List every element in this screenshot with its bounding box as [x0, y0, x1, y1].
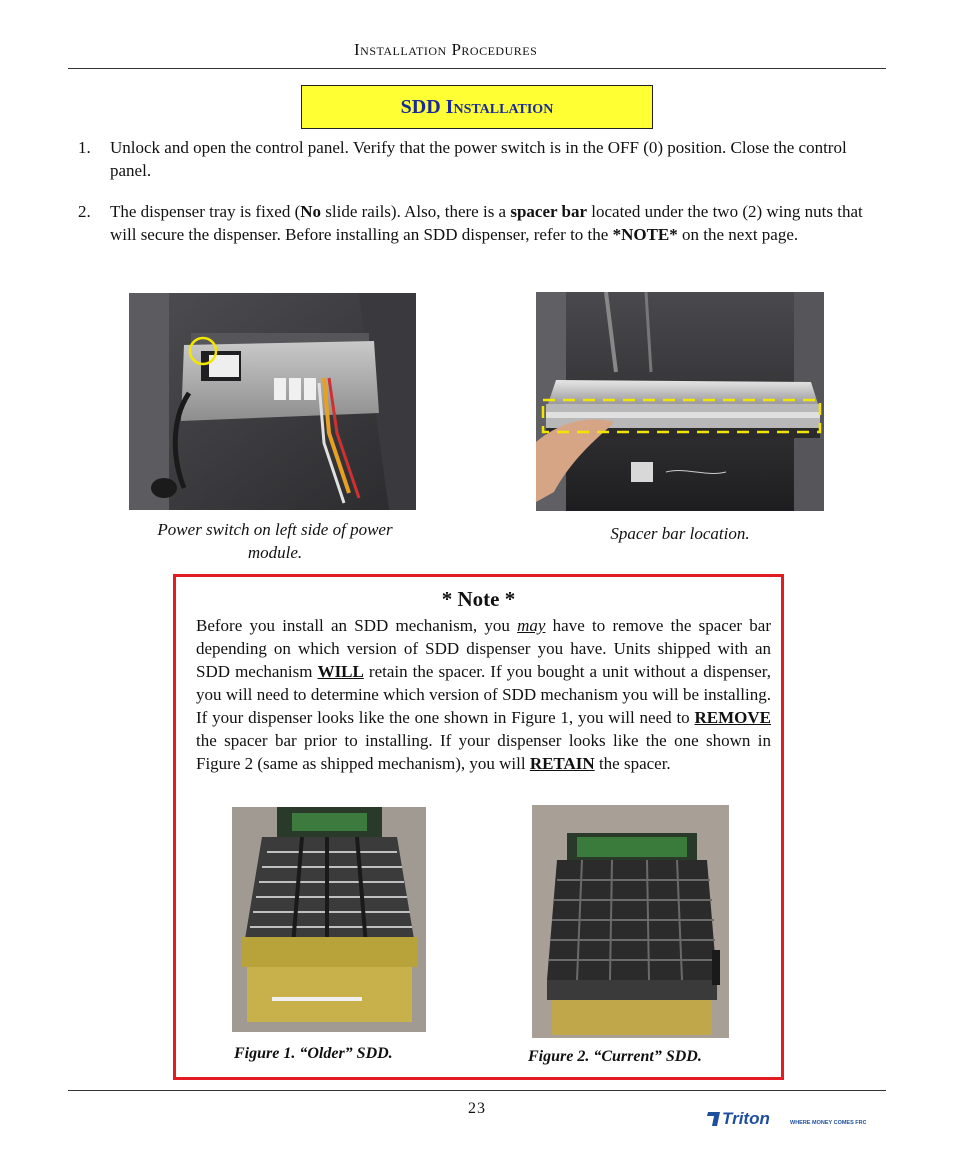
spacer-bar-photo [536, 292, 824, 511]
note-body: Before you install an SDD mechanism, you may have to remove the spacer bar depending on which version of SDD dispenser you have. Units shipped with an SDD mechanism WILL retain the spacer. If you bought a unit without a dispenser, you will need to determine which version of SDD mechanism you will be installing. If your dispenser looks like the one shown in Figure 1, you will need to REMOVE the spacer bar prior to installing. If your dispenser looks like the one shown in Figure 2 (same as shipped mechanism), you will RETAIN the spacer. [196, 616, 772, 773]
step-number: 1. [78, 138, 91, 157]
step-1 [78, 136, 878, 182]
svg-text:WHERE MONEY COMES FROM.: WHERE MONEY COMES FROM. [790, 1120, 866, 1126]
section-heading-box [301, 85, 653, 129]
triton-logo-mark-icon [707, 1112, 720, 1126]
figure-2-caption: Figure 2. “Current” SDD. [528, 1048, 702, 1065]
figure-1-caption: Figure 1. “Older” SDD. [234, 1045, 393, 1062]
footer-divider [68, 1090, 886, 1091]
page-header-title: Installation Procedures [354, 40, 538, 59]
svg-text:Triton: Triton [722, 1109, 770, 1128]
step-2 [78, 200, 878, 270]
note-title: * Note * [441, 587, 516, 611]
page-number: 23 [468, 1100, 486, 1117]
step-text: Unlock and open the control panel. Verify that the power switch is in the OFF (0) position. Close the control panel. [110, 138, 847, 180]
section-title: SDD Installation [400, 95, 554, 118]
triton-logo [706, 1106, 866, 1135]
note-box [173, 574, 784, 1080]
step-text: The dispenser tray is fixed (No slide rails). Also, there is a spacer bar located under the two (2) wing nuts that will secure the dispenser. Before installing an SDD dispenser, refer to the *NOTE* on the next page. [110, 202, 863, 244]
step-number: 2. [78, 202, 91, 221]
spacer-bar-caption: Spacer bar location. [610, 524, 750, 543]
current-sdd-photo [532, 805, 729, 1038]
power-switch-caption: Power switch on left side of power module. [157, 520, 393, 562]
older-sdd-photo [232, 807, 426, 1032]
header-divider [68, 68, 886, 69]
power-module-photo [129, 293, 416, 510]
